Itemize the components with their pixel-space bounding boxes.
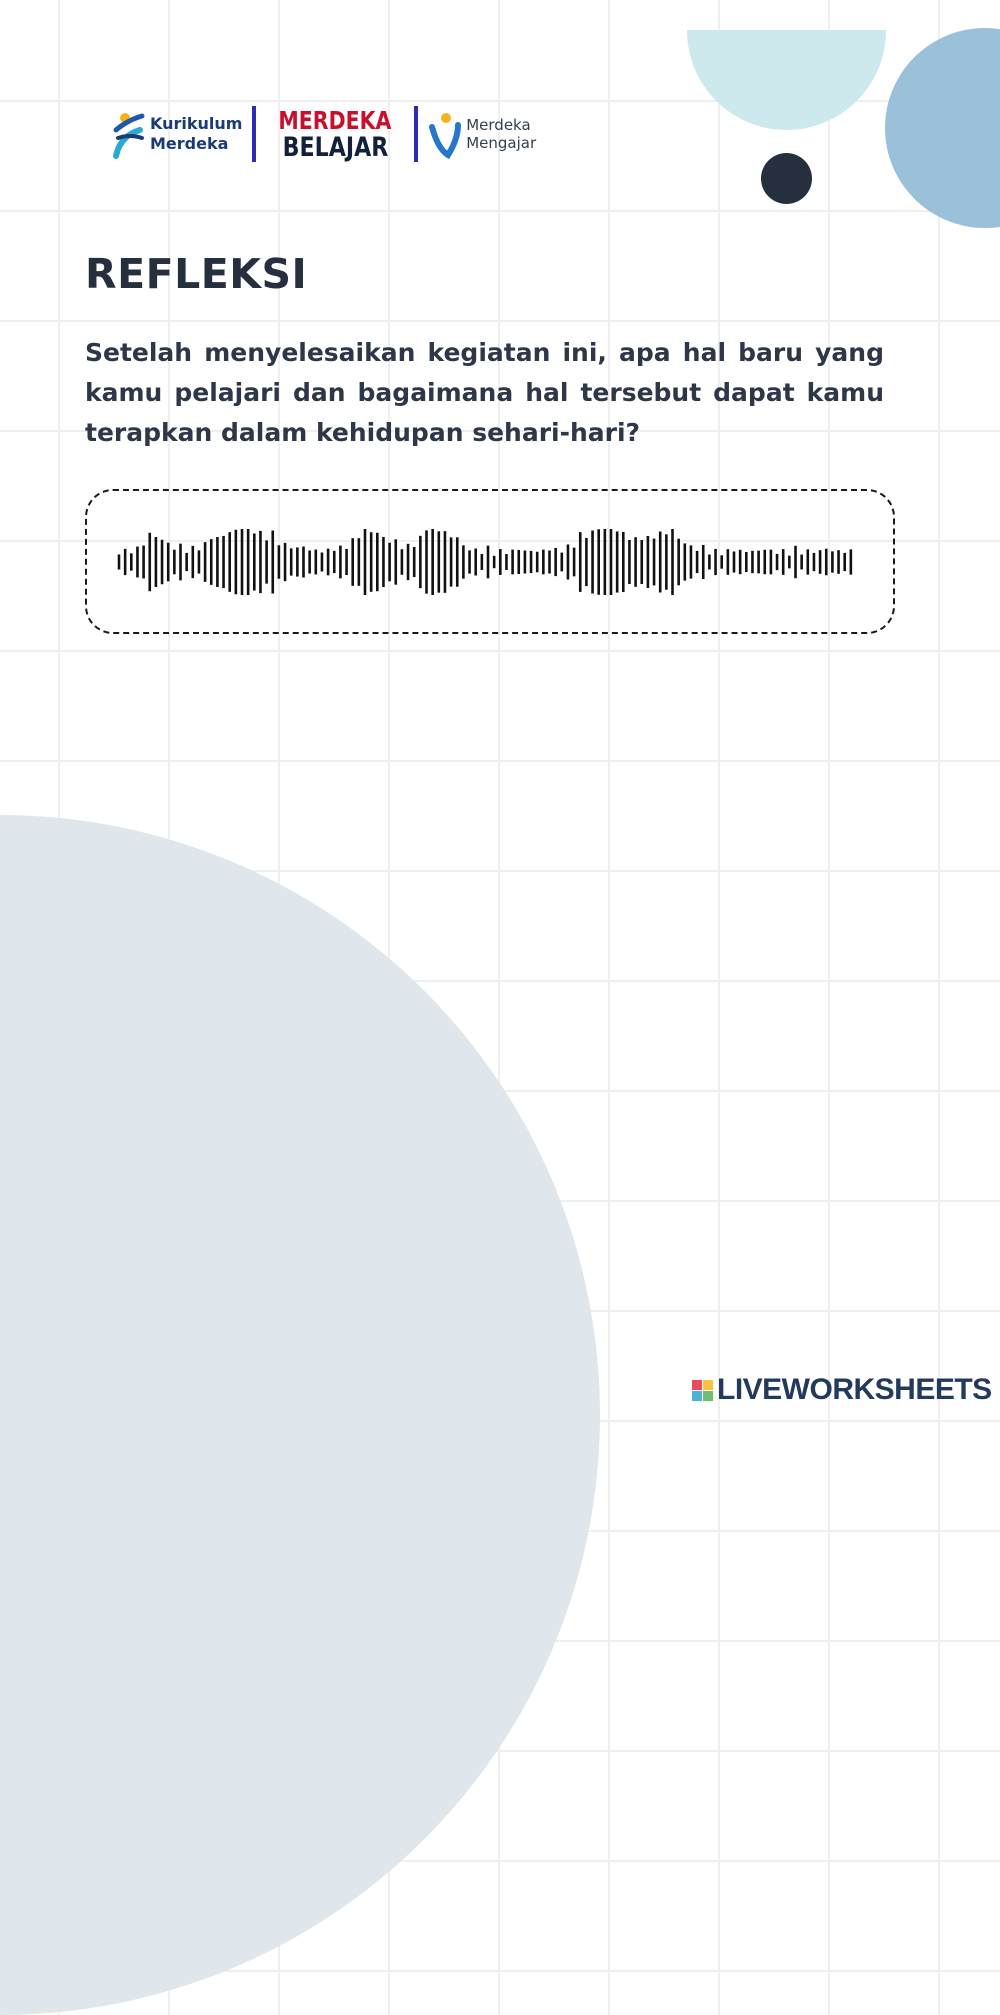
reflection-question: Setelah menyelesaikan kegiatan ini, apa hal baru yang kamu pelajari dan bagaimana hal tersebut dapat kamu terapkan dalam kehidupan sehari-hari?: [85, 338, 884, 447]
logo-km-line1: Kurikulum: [150, 114, 243, 133]
merdeka-mengajar-logo: [428, 109, 536, 159]
kurikulum-merdeka-icon: [112, 108, 146, 160]
merdeka-mengajar-icon: [428, 109, 462, 159]
liveworksheets-logo: [692, 1373, 992, 1407]
audio-answer-box[interactable]: [85, 489, 895, 634]
decorative-half-circle: [687, 30, 886, 130]
liveworksheets-icon: [692, 1380, 713, 1401]
logo-km-line2: Merdeka: [150, 134, 229, 153]
logo-mb-line1: MERDEKA: [278, 106, 392, 135]
decorative-dark-dot: [761, 153, 812, 204]
logo-mm-line1: Merdeka: [466, 116, 531, 134]
logo-divider: [252, 106, 256, 162]
decorative-large-circle: [0, 815, 600, 2015]
logo-mb-line2: BELAJAR: [282, 132, 389, 163]
header-logos: [112, 104, 536, 164]
liveworksheets-brand: LIVEWORKSHEETS: [717, 1373, 992, 1406]
merdeka-belajar-logo: [266, 107, 404, 161]
logo-mm-line2: Mengajar: [466, 134, 537, 152]
decorative-blue-circle: [885, 28, 1000, 228]
page-title: REFLEKSI: [85, 250, 308, 298]
kurikulum-merdeka-logo: [112, 108, 242, 160]
audio-waveform-icon: [115, 527, 860, 597]
logo-divider: [414, 106, 418, 162]
